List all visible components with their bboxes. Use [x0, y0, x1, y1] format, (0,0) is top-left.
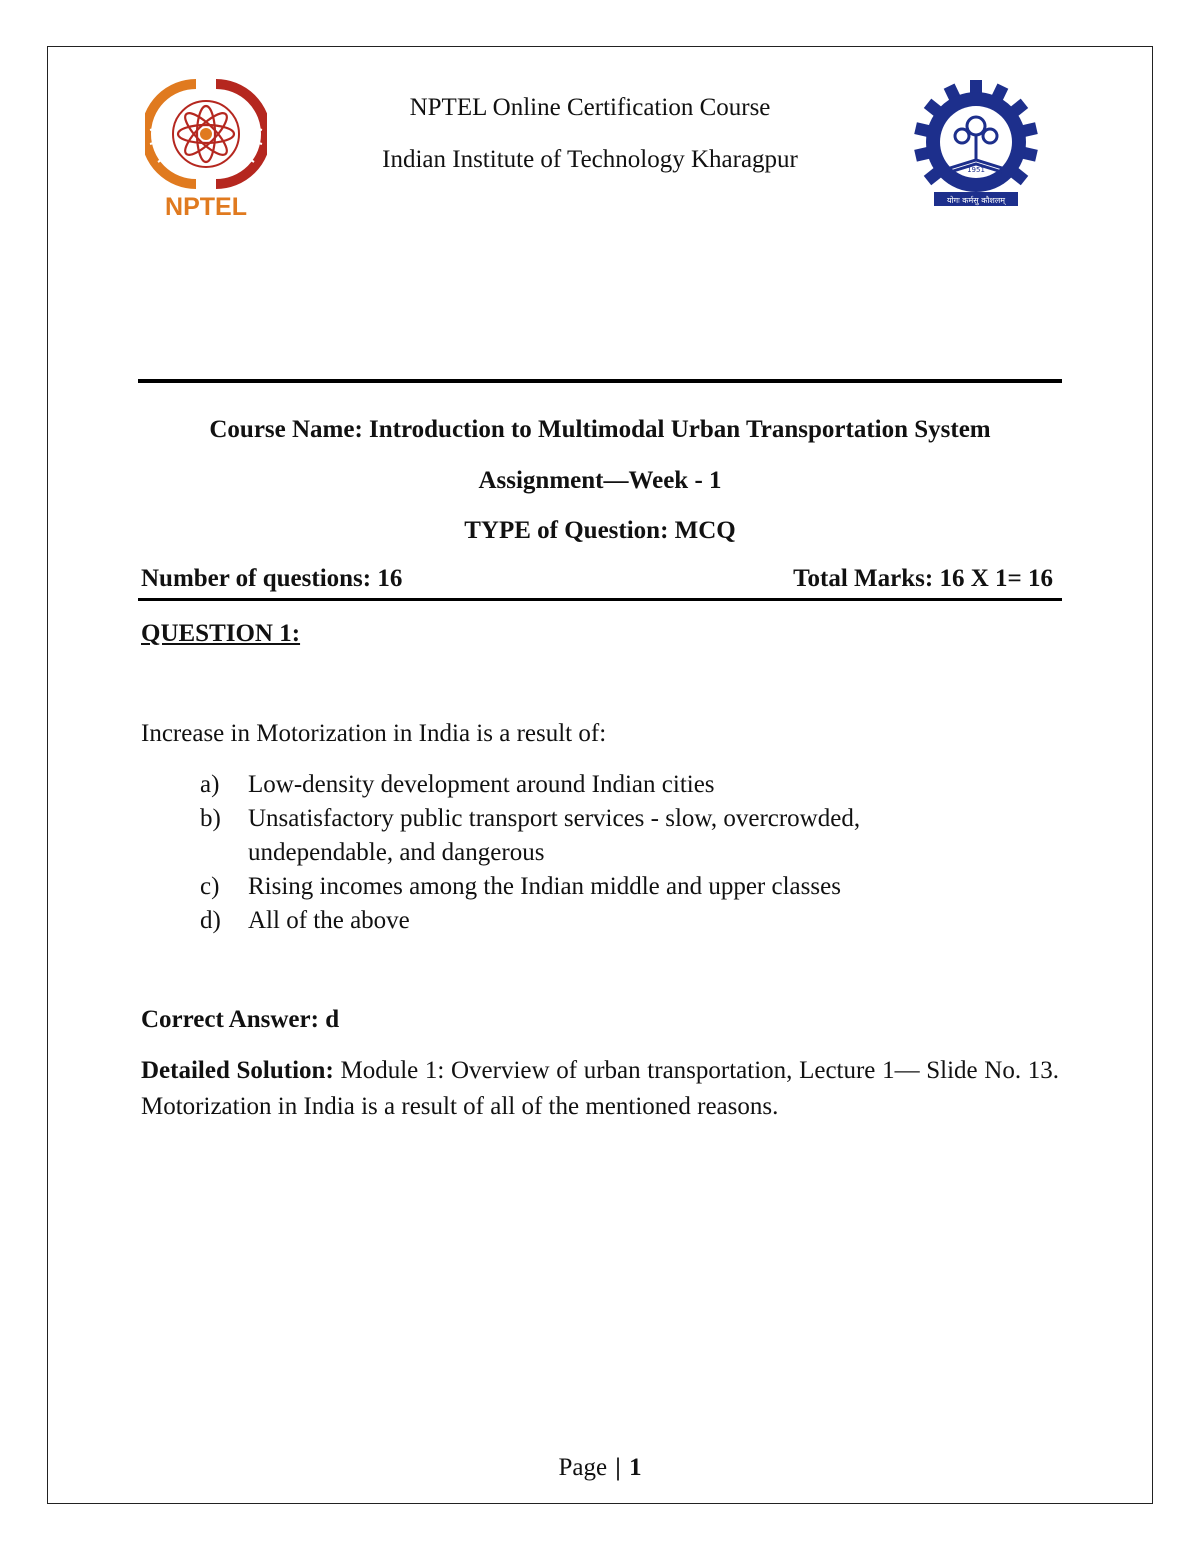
option-letter: b)	[200, 805, 221, 832]
option-text: Low-density development around Indian cities	[248, 771, 715, 798]
question-type: TYPE of Question: MCQ	[464, 517, 736, 544]
option-letter: c)	[200, 873, 220, 900]
question-stem: Increase in Motorization in India is a result of:	[141, 720, 607, 747]
page-label: Page	[558, 1454, 608, 1481]
options-list	[200, 768, 980, 938]
option-text: Unsatisfactory public transport services - slow, overcrowded, undependable, and dangerous	[248, 805, 861, 866]
solution-text: Module 1: Overview of urban transportation, Lecture 1— Slide No. 13. Motorization in India is a result of all of the mentioned reasons.	[141, 1057, 1060, 1120]
svg-text:योगः कर्मसु कौशलम्: योगः कर्मसु कौशलम्	[946, 196, 1006, 205]
assignment-week: Assignment—Week - 1	[478, 467, 722, 494]
page-footer	[0, 1454, 1200, 1482]
option-a	[200, 768, 980, 802]
page-number: 1	[629, 1454, 642, 1481]
svg-text:1951: 1951	[967, 166, 985, 174]
iit-kharagpur-logo	[912, 80, 1040, 210]
question-heading: QUESTION 1:	[141, 620, 301, 647]
option-text: Rising incomes among the Indian middle and upper classes	[248, 873, 841, 900]
course-name: Course Name: Introduction to Multimodal Urban Transportation System	[209, 416, 991, 443]
header-line-course: NPTEL Online Certification Course	[409, 94, 771, 121]
correct-answer-label: Correct Answer: d	[141, 1006, 340, 1033]
option-c	[200, 870, 980, 904]
option-b	[200, 802, 980, 870]
option-letter: d)	[200, 907, 221, 934]
meta-divider	[138, 598, 1062, 601]
correct-answer	[141, 1006, 339, 1034]
solution-label: Detailed Solution:	[141, 1057, 334, 1084]
page-separator: |	[615, 1454, 621, 1481]
header-line-institute: Indian Institute of Technology Kharagpur	[382, 146, 798, 173]
detailed-solution	[141, 1053, 1059, 1125]
svg-text:NPTEL: NPTEL	[165, 193, 247, 220]
number-of-questions: Number of questions: 16	[141, 565, 403, 592]
option-letter: a)	[200, 771, 220, 798]
nptel-logo	[145, 78, 267, 220]
top-divider	[138, 379, 1062, 383]
total-marks: Total Marks: 16 X 1= 16	[793, 565, 1053, 592]
option-text: All of the above	[248, 907, 410, 934]
option-d	[200, 904, 980, 938]
